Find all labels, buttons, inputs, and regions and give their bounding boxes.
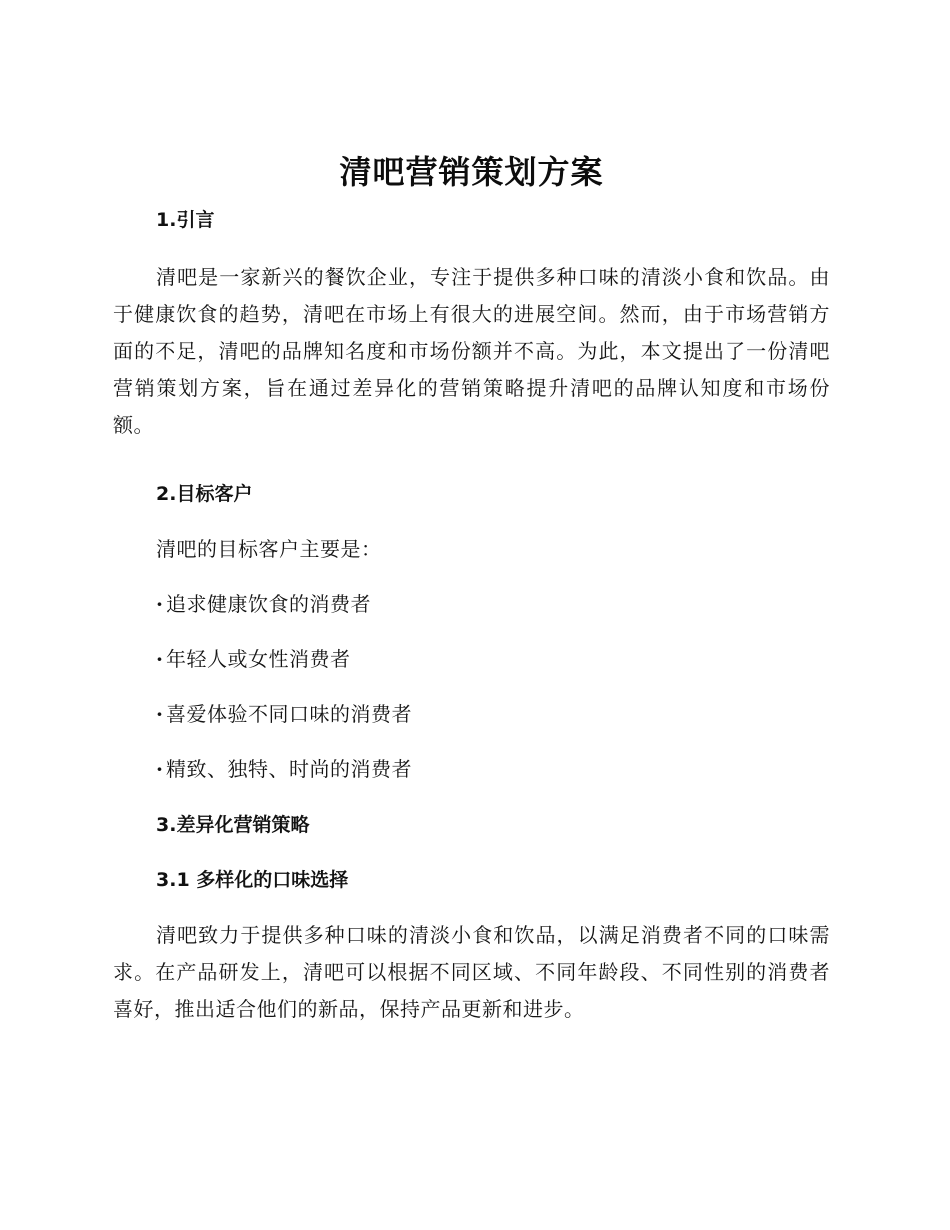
bullet-marker: · bbox=[156, 757, 164, 781]
subsection-heading-flavor-choice: 3.1 多样化的口味选择 bbox=[156, 869, 349, 891]
document-body bbox=[113, 146, 830, 1028]
section-heading-target-customers: 2.目标客户 bbox=[156, 483, 253, 505]
list-item-text: 年轻人或女性消费者 bbox=[166, 647, 351, 671]
target-customers-list bbox=[113, 586, 830, 788]
section-heading-strategy: 3.差异化营销策略 bbox=[156, 814, 310, 836]
intro-paragraph: 清吧是一家新兴的餐饮企业，专注于提供多种口味的清淡小食和饮品。由于健康饮食的趋势，清吧在市场上有很大的进展空间。然而，由于市场营销方面的不足，清吧的品牌知名度和市场份额并不高。为此，本文提出了一份清吧营销策划方案，旨在通过差异化的营销策略提升清吧的品牌认知度和市场份额。 bbox=[113, 265, 830, 437]
bullet-marker: · bbox=[156, 592, 164, 616]
list-item-text: 精致、独特、时尚的消费者 bbox=[166, 757, 412, 781]
list-item bbox=[113, 751, 830, 788]
document-title: 清吧营销策划方案 bbox=[339, 153, 604, 191]
list-item bbox=[113, 696, 830, 733]
flavor-choice-paragraph: 清吧致力于提供多种口味的清淡小食和饮品，以满足消费者不同的口味需求。在产品研发上，清吧可以根据不同区域、不同年龄段、不同性别的消费者喜好，推出适合他们的新品，保持产品更新和进步。 bbox=[113, 923, 830, 1021]
bullet-marker: · bbox=[156, 702, 164, 726]
section-heading-intro: 1.引言 bbox=[156, 209, 215, 231]
bullet-marker: · bbox=[156, 647, 164, 671]
list-item-text: 喜爱体验不同口味的消费者 bbox=[166, 702, 412, 726]
list-item-text: 追求健康饮食的消费者 bbox=[166, 592, 371, 616]
list-item bbox=[113, 586, 830, 623]
target-customers-lead: 清吧的目标客户主要是： bbox=[156, 537, 382, 561]
list-item bbox=[113, 641, 830, 678]
